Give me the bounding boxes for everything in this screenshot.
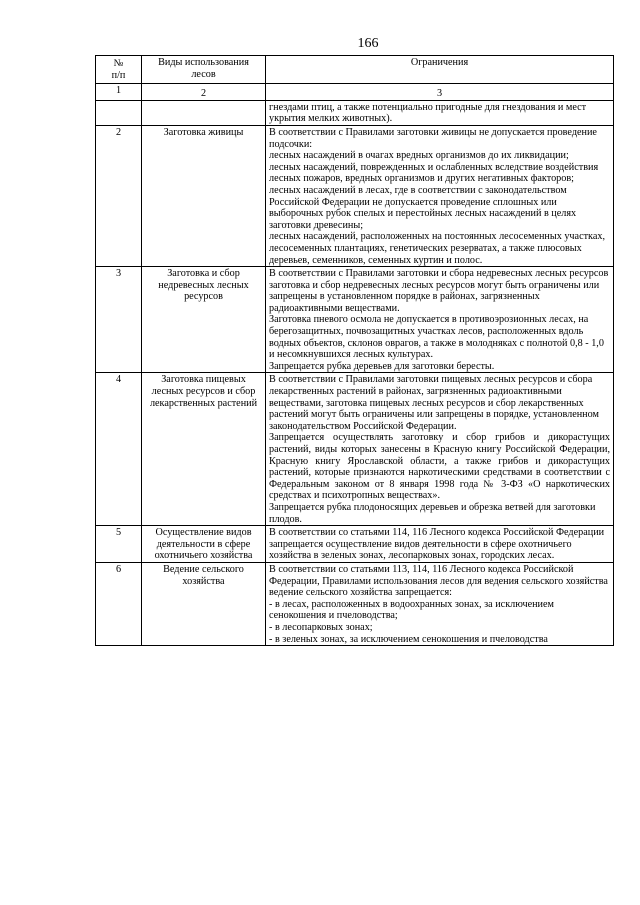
restriction-paragraph: лесных насаждений в очагах вредных организмов до их ликвидации; [269,150,569,162]
forest-use-kind: Ведение сельского хозяйства [142,562,266,645]
row-number: 5 [96,526,142,563]
header-kind: Виды использования лесов [142,56,266,84]
restriction-paragraph: Запрещается рубка плодоносящих деревьев и обрезка ветвей для заготовки плодов. [269,501,596,525]
table-row [96,125,614,266]
page-number: 166 [357,36,379,51]
table-row [96,100,614,125]
restrictions-cell [266,267,614,373]
restriction-paragraph: В соответствии со статьями 114, 116 Лесного кодекса Российской Федерации запрещается осуществление видов деятельности в сфере охотничьего хозяйства в зеленых зонах, лесопарковых зонах, городских лесах. [269,527,605,562]
restriction-paragraph: В соответствии с Правилами заготовки живицы не допускается проведение подсочки: [269,126,597,150]
row-number: 3 [96,267,142,373]
restriction-paragraph: В соответствии с Правилами заготовки пищевых лесных ресурсов и сбора лекарственных растений в районах, загрязненных радиоактивными веществами, заготовка пищевых лесных ресурсов и сбор лекарственных растений могут быть ограничены или запрещены в порядке, установленном законодательством Российской Федерации. [269,374,599,432]
restriction-paragraph: Запрещается рубка деревьев для заготовки бересты. [269,360,495,372]
table-body [96,100,614,645]
forest-use-kind: Заготовка живицы [142,125,266,266]
forest-use-kind [142,100,266,125]
index-cell: 1 [96,84,142,101]
header-num: № п/п [96,56,142,84]
table-row [96,267,614,373]
table-index-row [96,84,614,101]
restriction-paragraph: - в зеленых зонах, за исключением сенокошения и пчеловодства [269,633,548,645]
restriction-paragraph: - в лесопарковых зонах; [269,621,373,633]
row-number: 6 [96,562,142,645]
table-row [96,526,614,563]
table-header-row [96,56,614,84]
forest-use-kind: Заготовка и сбор недревесных лесных ресурсов [142,267,266,373]
restriction-paragraph: лесных насаждений, поврежденных и ослабленных вследствие воздействия лесных пожаров, вредных организмов и других негативных факторов; [269,161,599,185]
restrictions-cell [266,100,614,125]
row-number [96,100,142,125]
restriction-paragraph: Заготовка пневого осмола не допускается в противоэрозионных лесах, на берегозащитных, почвозащитных участках лесов, расположенных вдоль водных объектов, склонов оврагов, а также в молодняках с полнотой 0,8 - 1,0 и несомкнувшихся лесных культурах. [269,314,604,361]
restriction-paragraph: В соответствии с Правилами заготовки и сбора недревесных лесных ресурсов заготовка и сбор недревесных лесных ресурсов могут быть ограничены или запрещены в установленном порядке в районах, загрязненных радиоактивными веществами. [269,268,609,314]
restrictions-cell [266,125,614,266]
restriction-paragraph: лесных насаждений в лесах, где в соответствии с законодательством Российской Федерации не допускается проведение сплошных или выборочных рубок спелых и перестойных лесных насаждений в целях заготовки древесины; [269,184,577,231]
restriction-paragraph: лесных насаждений, расположенных на постоянных лесосеменных участках, лесосеменных плантациях, генетических резерватах, а также плюсовых деревьев, семенников, семенных куртин и полос. [269,231,605,266]
restriction-paragraph: В соответствии со статьями 113, 114, 116 Лесного кодекса Российской Федерации, Правилами использования лесов для ведения сельского хозяйства ведение сельского хозяйства запрещается: [269,563,608,599]
restrictions-table [95,55,614,646]
restriction-paragraph: гнездами птиц, а также потенциально пригодные для гнездования и мест укрытия мелких животных). [269,101,587,125]
restriction-paragraph: - в лесах, расположенных в водоохранных зонах, за исключением сенокошения и пчеловодства; [269,598,554,622]
index-cell: 3 [266,84,614,101]
forest-use-kind: Заготовка пищевых лесных ресурсов и сбор лекарственных растений [142,373,266,526]
index-cell: 2 [142,84,266,101]
restrictions-cell [266,562,614,645]
row-number: 4 [96,373,142,526]
restrictions-cell [266,373,614,526]
table-row [96,373,614,526]
table-row [96,562,614,645]
restrictions-cell [266,526,614,563]
row-number: 2 [96,125,142,266]
forest-use-kind: Осуществление видов деятельности в сфере охотничьего хозяйства [142,526,266,563]
restriction-paragraph: Запрещается осуществлять заготовку и сбор грибов и дикорастущих растений, виды которых занесены в Красную книгу Российской Федерации, Красную книгу Ярославской области, а также грибов и дикорастущих растений, которые признаются наркотическими средствами в соответствии с Федеральным законом от 8 января 1998 года № 3-ФЗ «О наркотических средствах и психотропных веществах». [269,432,610,502]
header-restrictions: Ограничения [266,56,614,84]
